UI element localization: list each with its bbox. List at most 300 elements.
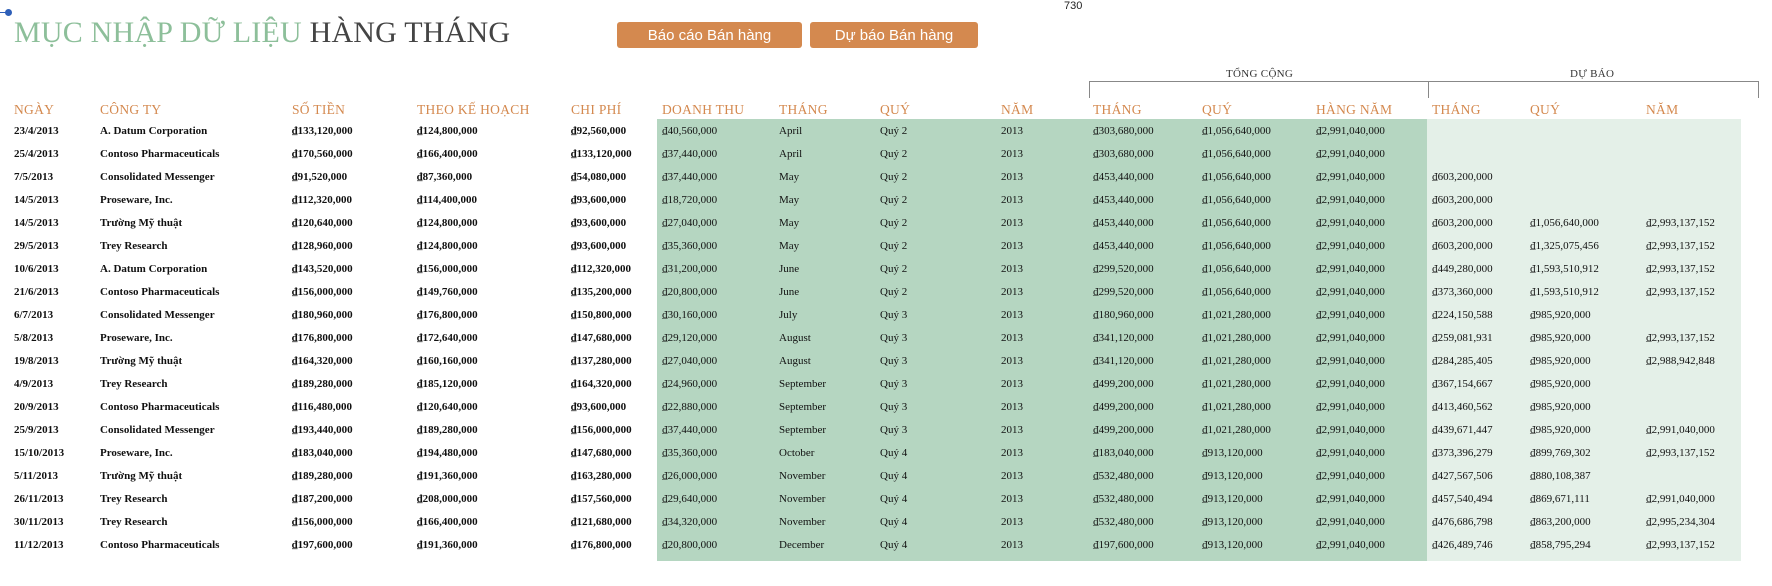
cell-total-quarter[interactable]: ₫913,120,000 — [1202, 470, 1263, 482]
table-row[interactable] — [0, 235, 1772, 258]
cell-total-quarter[interactable]: ₫913,120,000 — [1202, 516, 1263, 528]
cell-total-month[interactable]: ₫532,480,000 — [1093, 470, 1154, 482]
cell-total-quarter[interactable]: ₫913,120,000 — [1202, 493, 1263, 505]
cell-total-year[interactable]: ₫2,991,040,000 — [1316, 263, 1385, 275]
cell-year[interactable]: 2013 — [1001, 378, 1023, 390]
forecast-group-bracket — [1427, 81, 1759, 98]
cell-forecast-quarter[interactable]: ₫985,920,000 — [1530, 355, 1591, 367]
header-revenue: DOANH THU — [662, 102, 745, 117]
cell-forecast-month[interactable]: ₫284,285,405 — [1432, 355, 1493, 367]
cell-total-month[interactable]: ₫180,960,000 — [1093, 309, 1154, 321]
cell-total-month[interactable]: ₫183,040,000 — [1093, 447, 1154, 459]
cell-revenue[interactable]: ₫27,040,000 — [662, 217, 718, 229]
cell-company[interactable]: Contoso Pharmaceuticals — [100, 401, 220, 413]
cell-quarter[interactable]: Quý 3 — [880, 401, 908, 413]
cell-total-month[interactable]: ₫453,440,000 — [1093, 194, 1154, 206]
cell-total-quarter[interactable]: ₫1,056,640,000 — [1202, 171, 1271, 183]
cell-total-year[interactable]: ₫2,991,040,000 — [1316, 171, 1385, 183]
cell-date[interactable]: 5/8/2013 — [14, 332, 54, 344]
cell-forecast-month[interactable]: ₫259,081,931 — [1432, 332, 1493, 344]
cell-forecast-year[interactable]: ₫2,993,137,152 — [1646, 447, 1715, 459]
cell-total-year[interactable]: ₫2,991,040,000 — [1316, 309, 1385, 321]
cell-total-year[interactable]: ₫2,991,040,000 — [1316, 148, 1385, 160]
cell-amount[interactable]: ₫120,640,000 — [292, 217, 353, 229]
cell-revenue[interactable]: ₫18,720,000 — [662, 194, 718, 206]
cell-revenue[interactable]: ₫29,120,000 — [662, 332, 718, 344]
cell-revenue[interactable]: ₫30,160,000 — [662, 309, 718, 321]
cell-company[interactable]: A. Datum Corporation — [100, 125, 208, 137]
cell-date[interactable]: 19/8/2013 — [14, 355, 59, 367]
cell-cost[interactable]: ₫93,600,000 — [571, 240, 627, 252]
table-row[interactable] — [0, 327, 1772, 350]
cell-planned[interactable]: ₫191,360,000 — [417, 470, 478, 482]
cell-quarter[interactable]: Quý 4 — [880, 493, 908, 505]
table-row[interactable] — [0, 511, 1772, 534]
cell-date[interactable]: 20/9/2013 — [14, 401, 59, 413]
cell-quarter[interactable]: Quý 3 — [880, 424, 908, 436]
cell-forecast-month[interactable]: ₫457,540,494 — [1432, 493, 1493, 505]
cell-year[interactable]: 2013 — [1001, 539, 1023, 551]
cell-total-month[interactable]: ₫197,600,000 — [1093, 539, 1154, 551]
cell-forecast-month[interactable]: ₫603,200,000 — [1432, 194, 1493, 206]
cell-forecast-quarter[interactable]: ₫985,920,000 — [1530, 332, 1591, 344]
cell-date[interactable]: 29/5/2013 — [14, 240, 59, 252]
cell-month[interactable]: May — [779, 217, 800, 229]
cell-cost[interactable]: ₫93,600,000 — [571, 194, 627, 206]
cell-forecast-month[interactable]: ₫603,200,000 — [1432, 171, 1493, 183]
cell-total-month[interactable]: ₫299,520,000 — [1093, 263, 1154, 275]
cell-date[interactable]: 26/11/2013 — [14, 493, 64, 505]
cell-forecast-year[interactable]: ₫2,993,137,152 — [1646, 217, 1715, 229]
table-row[interactable] — [0, 120, 1772, 143]
header-date: NGÀY — [14, 102, 55, 117]
cell-month[interactable]: May — [779, 240, 800, 252]
cell-company[interactable]: Proseware, Inc. — [100, 332, 173, 344]
cell-date[interactable]: 14/5/2013 — [14, 217, 59, 229]
cell-quarter[interactable]: Quý 3 — [880, 378, 908, 390]
cell-year[interactable]: 2013 — [1001, 424, 1023, 436]
cell-planned[interactable]: ₫160,160,000 — [417, 355, 478, 367]
cell-year[interactable]: 2013 — [1001, 240, 1023, 252]
cell-forecast-month[interactable]: ₫367,154,667 — [1432, 378, 1493, 390]
cell-amount[interactable]: ₫156,000,000 — [292, 286, 353, 298]
cell-year[interactable]: 2013 — [1001, 194, 1023, 206]
cell-reference: 730 — [1064, 0, 1083, 12]
cell-month[interactable]: September — [779, 424, 827, 436]
cell-year[interactable]: 2013 — [1001, 263, 1023, 275]
cell-company[interactable]: Trường Mỹ thuật — [100, 217, 183, 229]
cell-total-quarter[interactable]: ₫1,021,280,000 — [1202, 378, 1271, 390]
cell-total-quarter[interactable]: ₫1,021,280,000 — [1202, 332, 1271, 344]
header-forecast-year: NĂM — [1646, 102, 1679, 117]
cell-cost[interactable]: ₫164,320,000 — [571, 378, 632, 390]
cell-year[interactable]: 2013 — [1001, 332, 1023, 344]
cell-company[interactable]: Trường Mỹ thuật — [100, 355, 183, 367]
cell-date[interactable]: 5/11/2013 — [14, 470, 59, 482]
cell-total-month[interactable]: ₫499,200,000 — [1093, 401, 1154, 413]
cell-company[interactable]: Trey Research — [100, 516, 168, 528]
cell-month[interactable]: May — [779, 171, 800, 183]
cell-date[interactable]: 30/11/2013 — [14, 516, 64, 528]
table-row[interactable] — [0, 258, 1772, 281]
cell-forecast-month[interactable]: ₫439,671,447 — [1432, 424, 1493, 436]
cell-total-month[interactable]: ₫341,120,000 — [1093, 355, 1154, 367]
cell-planned[interactable]: ₫120,640,000 — [417, 401, 478, 413]
cell-date[interactable]: 11/12/2013 — [14, 539, 64, 551]
cell-total-year[interactable]: ₫2,991,040,000 — [1316, 401, 1385, 413]
cell-total-quarter[interactable]: ₫913,120,000 — [1202, 447, 1263, 459]
cell-forecast-month[interactable]: ₫476,686,798 — [1432, 516, 1493, 528]
header-company: CÔNG TY — [100, 102, 162, 117]
cell-year[interactable]: 2013 — [1001, 309, 1023, 321]
cell-planned[interactable]: ₫208,000,000 — [417, 493, 478, 505]
cell-forecast-year[interactable]: ₫2,993,137,152 — [1646, 286, 1715, 298]
cell-forecast-quarter[interactable]: ₫985,920,000 — [1530, 401, 1591, 413]
cell-company[interactable]: Proseware, Inc. — [100, 447, 173, 459]
cell-company[interactable]: Proseware, Inc. — [100, 194, 173, 206]
cell-forecast-month[interactable]: ₫224,150,588 — [1432, 309, 1493, 321]
cell-forecast-month[interactable]: ₫413,460,562 — [1432, 401, 1493, 413]
cell-cost[interactable]: ₫176,800,000 — [571, 539, 632, 551]
cell-date[interactable]: 25/4/2013 — [14, 148, 59, 160]
cell-planned[interactable]: ₫156,000,000 — [417, 263, 478, 275]
cell-revenue[interactable]: ₫29,640,000 — [662, 493, 718, 505]
cell-amount[interactable]: ₫187,200,000 — [292, 493, 353, 505]
cell-quarter[interactable]: Quý 2 — [880, 148, 908, 160]
cell-forecast-quarter[interactable]: ₫1,593,510,912 — [1530, 263, 1599, 275]
table-row[interactable] — [0, 396, 1772, 419]
cell-planned[interactable]: ₫124,800,000 — [417, 217, 478, 229]
cell-date[interactable]: 4/9/2013 — [14, 378, 54, 390]
cell-quarter[interactable]: Quý 3 — [880, 309, 908, 321]
cell-total-quarter[interactable]: ₫1,021,280,000 — [1202, 355, 1271, 367]
cell-cost[interactable]: ₫147,680,000 — [571, 447, 632, 459]
cell-forecast-month[interactable]: ₫426,489,746 — [1432, 539, 1493, 551]
cell-total-year[interactable]: ₫2,991,040,000 — [1316, 424, 1385, 436]
cell-total-year[interactable]: ₫2,991,040,000 — [1316, 378, 1385, 390]
cell-revenue[interactable]: ₫34,320,000 — [662, 516, 718, 528]
cell-year[interactable]: 2013 — [1001, 447, 1023, 459]
cell-total-quarter[interactable]: ₫1,021,280,000 — [1202, 424, 1271, 436]
cell-cost[interactable]: ₫121,680,000 — [571, 516, 632, 528]
cell-revenue[interactable]: ₫31,200,000 — [662, 263, 718, 275]
cell-revenue[interactable]: ₫22,880,000 — [662, 401, 718, 413]
cell-total-month[interactable]: ₫453,440,000 — [1093, 171, 1154, 183]
cell-date[interactable]: 25/9/2013 — [14, 424, 59, 436]
table-row[interactable] — [0, 465, 1772, 488]
cell-month[interactable]: October — [779, 447, 815, 459]
cell-cost[interactable]: ₫137,280,000 — [571, 355, 632, 367]
cell-company[interactable]: Contoso Pharmaceuticals — [100, 148, 220, 160]
cell-year[interactable]: 2013 — [1001, 171, 1023, 183]
cell-total-year[interactable]: ₫2,991,040,000 — [1316, 125, 1385, 137]
cell-forecast-quarter[interactable]: ₫1,325,075,456 — [1530, 240, 1599, 252]
table-row[interactable] — [0, 304, 1772, 327]
sales-forecast-button[interactable]: Dự báo Bán hàng — [810, 22, 978, 48]
cell-month[interactable]: September — [779, 401, 827, 413]
selection-handle[interactable] — [0, 6, 16, 16]
cell-total-quarter[interactable]: ₫1,056,640,000 — [1202, 263, 1271, 275]
cell-forecast-month[interactable]: ₫449,280,000 — [1432, 263, 1493, 275]
cell-year[interactable]: 2013 — [1001, 516, 1023, 528]
cell-month[interactable]: November — [779, 470, 826, 482]
cell-forecast-year[interactable]: ₫2,991,040,000 — [1646, 493, 1715, 505]
cell-company[interactable]: Trường Mỹ thuật — [100, 470, 183, 482]
cell-cost[interactable]: ₫150,800,000 — [571, 309, 632, 321]
cell-total-year[interactable]: ₫2,991,040,000 — [1316, 332, 1385, 344]
cell-cost[interactable]: ₫54,080,000 — [571, 171, 627, 183]
cell-quarter[interactable]: Quý 4 — [880, 539, 908, 551]
cell-cost[interactable]: ₫133,120,000 — [571, 148, 632, 160]
cell-month[interactable]: July — [779, 309, 798, 321]
table-row[interactable] — [0, 534, 1772, 557]
table-row[interactable] — [0, 350, 1772, 373]
cell-forecast-year[interactable]: ₫2,993,137,152 — [1646, 332, 1715, 344]
cell-quarter[interactable]: Quý 2 — [880, 240, 908, 252]
cell-forecast-month[interactable]: ₫603,200,000 — [1432, 217, 1493, 229]
cell-revenue[interactable]: ₫24,960,000 — [662, 378, 718, 390]
cell-company[interactable]: Trey Research — [100, 378, 168, 390]
cell-forecast-month[interactable]: ₫603,200,000 — [1432, 240, 1493, 252]
cell-month[interactable]: December — [779, 539, 825, 551]
cell-amount[interactable]: ₫176,800,000 — [292, 332, 353, 344]
cell-total-quarter[interactable]: ₫1,021,280,000 — [1202, 309, 1271, 321]
cell-month[interactable]: May — [779, 194, 800, 206]
cell-revenue[interactable]: ₫35,360,000 — [662, 447, 718, 459]
cell-forecast-quarter[interactable]: ₫863,200,000 — [1530, 516, 1591, 528]
cell-date[interactable]: 6/7/2013 — [14, 309, 54, 321]
cell-company[interactable]: A. Datum Corporation — [100, 263, 208, 275]
cell-forecast-quarter[interactable]: ₫858,795,294 — [1530, 539, 1591, 551]
cell-planned[interactable]: ₫166,400,000 — [417, 148, 478, 160]
cell-month[interactable]: November — [779, 493, 826, 505]
cell-revenue[interactable]: ₫37,440,000 — [662, 171, 718, 183]
cell-revenue[interactable]: ₫37,440,000 — [662, 424, 718, 436]
table-row[interactable] — [0, 166, 1772, 189]
cell-quarter[interactable]: Quý 2 — [880, 286, 908, 298]
cell-company[interactable]: Contoso Pharmaceuticals — [100, 539, 220, 551]
cell-company[interactable]: Consolidated Messenger — [100, 309, 215, 321]
cell-total-year[interactable]: ₫2,991,040,000 — [1316, 217, 1385, 229]
cell-month[interactable]: April — [779, 148, 803, 160]
cell-month[interactable]: November — [779, 516, 826, 528]
cell-total-year[interactable]: ₫2,991,040,000 — [1316, 240, 1385, 252]
cell-total-month[interactable]: ₫453,440,000 — [1093, 240, 1154, 252]
table-row[interactable] — [0, 281, 1772, 304]
cell-year[interactable]: 2013 — [1001, 401, 1023, 413]
cell-revenue[interactable]: ₫37,440,000 — [662, 148, 718, 160]
cell-year[interactable]: 2013 — [1001, 217, 1023, 229]
cell-total-year[interactable]: ₫2,991,040,000 — [1316, 286, 1385, 298]
cell-planned[interactable]: ₫189,280,000 — [417, 424, 478, 436]
cell-forecast-quarter[interactable]: ₫985,920,000 — [1530, 424, 1591, 436]
cell-amount[interactable]: ₫189,280,000 — [292, 378, 353, 390]
cell-quarter[interactable]: Quý 2 — [880, 217, 908, 229]
cell-total-quarter[interactable]: ₫1,056,640,000 — [1202, 286, 1271, 298]
cell-planned[interactable]: ₫87,360,000 — [417, 171, 473, 183]
cell-forecast-month[interactable]: ₫373,396,279 — [1432, 447, 1493, 459]
cell-planned[interactable]: ₫185,120,000 — [417, 378, 478, 390]
cell-month[interactable]: June — [779, 263, 800, 275]
cell-total-quarter[interactable]: ₫1,056,640,000 — [1202, 217, 1271, 229]
cell-month[interactable]: April — [779, 125, 803, 137]
cell-company[interactable]: Trey Research — [100, 240, 168, 252]
cell-planned[interactable]: ₫166,400,000 — [417, 516, 478, 528]
cell-date[interactable]: 10/6/2013 — [14, 263, 59, 275]
cell-year[interactable]: 2013 — [1001, 286, 1023, 298]
cell-amount[interactable]: ₫116,480,000 — [292, 401, 353, 413]
cell-revenue[interactable]: ₫27,040,000 — [662, 355, 718, 367]
group-total-label: TỔNG CỘNG — [1226, 68, 1294, 80]
cell-total-year[interactable]: ₫2,991,040,000 — [1316, 470, 1385, 482]
cell-amount[interactable]: ₫170,560,000 — [292, 148, 353, 160]
cell-forecast-year[interactable]: ₫2,995,234,304 — [1646, 516, 1715, 528]
cell-total-quarter[interactable]: ₫1,056,640,000 — [1202, 125, 1271, 137]
cell-year[interactable]: 2013 — [1001, 355, 1023, 367]
cell-company[interactable]: Contoso Pharmaceuticals — [100, 286, 220, 298]
sales-report-button[interactable]: Báo cáo Bán hàng — [617, 22, 802, 48]
cell-total-year[interactable]: ₫2,991,040,000 — [1316, 539, 1385, 551]
cell-quarter[interactable]: Quý 2 — [880, 194, 908, 206]
cell-company[interactable]: Consolidated Messenger — [100, 171, 215, 183]
cell-cost[interactable]: ₫135,200,000 — [571, 286, 632, 298]
cell-forecast-quarter[interactable]: ₫1,056,640,000 — [1530, 217, 1599, 229]
table-row[interactable] — [0, 488, 1772, 511]
cell-total-month[interactable]: ₫303,680,000 — [1093, 125, 1154, 137]
cell-year[interactable]: 2013 — [1001, 470, 1023, 482]
cell-amount[interactable]: ₫197,600,000 — [292, 539, 353, 551]
cell-forecast-year[interactable]: ₫2,991,040,000 — [1646, 424, 1715, 436]
cell-cost[interactable]: ₫156,000,000 — [571, 424, 632, 436]
cell-date[interactable]: 21/6/2013 — [14, 286, 59, 298]
cell-planned[interactable]: ₫176,800,000 — [417, 309, 478, 321]
cell-total-month[interactable]: ₫499,200,000 — [1093, 378, 1154, 390]
table-row[interactable] — [0, 419, 1772, 442]
cell-total-year[interactable]: ₫2,991,040,000 — [1316, 516, 1385, 528]
cell-quarter[interactable]: Quý 2 — [880, 263, 908, 275]
cell-amount[interactable]: ₫193,440,000 — [292, 424, 353, 436]
cell-date[interactable]: 15/10/2013 — [14, 447, 65, 459]
cell-total-quarter[interactable]: ₫1,056,640,000 — [1202, 240, 1271, 252]
cell-amount[interactable]: ₫183,040,000 — [292, 447, 353, 459]
cell-cost[interactable]: ₫157,560,000 — [571, 493, 632, 505]
cell-amount[interactable]: ₫189,280,000 — [292, 470, 353, 482]
cell-cost[interactable]: ₫93,600,000 — [571, 217, 627, 229]
cell-year[interactable]: 2013 — [1001, 125, 1023, 137]
cell-revenue[interactable]: ₫26,000,000 — [662, 470, 718, 482]
cell-forecast-quarter[interactable]: ₫985,920,000 — [1530, 309, 1591, 321]
cell-cost[interactable]: ₫93,600,000 — [571, 401, 627, 413]
cell-total-month[interactable]: ₫532,480,000 — [1093, 516, 1154, 528]
cell-forecast-month[interactable]: ₫427,567,506 — [1432, 470, 1493, 482]
cell-quarter[interactable]: Quý 3 — [880, 332, 908, 344]
cell-total-quarter[interactable]: ₫913,120,000 — [1202, 539, 1263, 551]
cell-forecast-quarter[interactable]: ₫1,593,510,912 — [1530, 286, 1599, 298]
cell-quarter[interactable]: Quý 4 — [880, 516, 908, 528]
table-row[interactable] — [0, 373, 1772, 396]
cell-total-year[interactable]: ₫2,991,040,000 — [1316, 355, 1385, 367]
cell-amount[interactable]: ₫143,520,000 — [292, 263, 353, 275]
cell-total-month[interactable]: ₫299,520,000 — [1093, 286, 1154, 298]
cell-company[interactable]: Trey Research — [100, 493, 168, 505]
cell-quarter[interactable]: Quý 4 — [880, 470, 908, 482]
cell-amount[interactable]: ₫180,960,000 — [292, 309, 353, 321]
cell-amount[interactable]: ₫128,960,000 — [292, 240, 353, 252]
cell-total-month[interactable]: ₫532,480,000 — [1093, 493, 1154, 505]
cell-amount[interactable]: ₫156,000,000 — [292, 516, 353, 528]
cell-total-year[interactable]: ₫2,991,040,000 — [1316, 194, 1385, 206]
cell-date[interactable]: 14/5/2013 — [14, 194, 59, 206]
cell-quarter[interactable]: Quý 2 — [880, 171, 908, 183]
cell-planned[interactable]: ₫191,360,000 — [417, 539, 478, 551]
cell-revenue[interactable]: ₫20,800,000 — [662, 286, 718, 298]
cell-forecast-year[interactable]: ₫2,993,137,152 — [1646, 240, 1715, 252]
cell-forecast-quarter[interactable]: ₫869,671,111 — [1530, 493, 1590, 505]
cell-month[interactable]: June — [779, 286, 800, 298]
cell-revenue[interactable]: ₫40,560,000 — [662, 125, 718, 137]
cell-planned[interactable]: ₫114,400,000 — [417, 194, 478, 206]
table-row[interactable] — [0, 442, 1772, 465]
table-row[interactable] — [0, 189, 1772, 212]
cell-date[interactable]: 23/4/2013 — [14, 125, 59, 137]
cell-forecast-quarter[interactable]: ₫985,920,000 — [1530, 378, 1591, 390]
cell-total-month[interactable]: ₫453,440,000 — [1093, 217, 1154, 229]
cell-planned[interactable]: ₫124,800,000 — [417, 125, 478, 137]
cell-total-quarter[interactable]: ₫1,056,640,000 — [1202, 194, 1271, 206]
cell-amount[interactable]: ₫133,120,000 — [292, 125, 353, 137]
cell-amount[interactable]: ₫164,320,000 — [292, 355, 353, 367]
cell-revenue[interactable]: ₫35,360,000 — [662, 240, 718, 252]
cell-forecast-month[interactable]: ₫373,360,000 — [1432, 286, 1493, 298]
cell-quarter[interactable]: Quý 4 — [880, 447, 908, 459]
cell-month[interactable]: August — [779, 355, 811, 367]
cell-company[interactable]: Consolidated Messenger — [100, 424, 215, 436]
cell-year[interactable]: 2013 — [1001, 493, 1023, 505]
cell-quarter[interactable]: Quý 3 — [880, 355, 908, 367]
cell-planned[interactable]: ₫194,480,000 — [417, 447, 478, 459]
cell-cost[interactable]: ₫112,320,000 — [571, 263, 632, 275]
cell-month[interactable]: August — [779, 332, 811, 344]
cell-amount[interactable]: ₫91,520,000 — [292, 171, 348, 183]
cell-cost[interactable]: ₫147,680,000 — [571, 332, 632, 344]
cell-total-year[interactable]: ₫2,991,040,000 — [1316, 447, 1385, 459]
cell-planned[interactable]: ₫149,760,000 — [417, 286, 478, 298]
cell-forecast-year[interactable]: ₫2,988,942,848 — [1646, 355, 1715, 367]
cell-total-year[interactable]: ₫2,991,040,000 — [1316, 493, 1385, 505]
cell-total-quarter[interactable]: ₫1,021,280,000 — [1202, 401, 1271, 413]
cell-forecast-quarter[interactable]: ₫899,769,302 — [1530, 447, 1591, 459]
cell-cost[interactable]: ₫163,280,000 — [571, 470, 632, 482]
cell-total-month[interactable]: ₫499,200,000 — [1093, 424, 1154, 436]
cell-planned[interactable]: ₫172,640,000 — [417, 332, 478, 344]
table-row[interactable] — [0, 212, 1772, 235]
cell-total-month[interactable]: ₫303,680,000 — [1093, 148, 1154, 160]
cell-amount[interactable]: ₫112,320,000 — [292, 194, 353, 206]
cell-total-month[interactable]: ₫341,120,000 — [1093, 332, 1154, 344]
cell-revenue[interactable]: ₫20,800,000 — [662, 539, 718, 551]
cell-forecast-quarter[interactable]: ₫880,108,387 — [1530, 470, 1591, 482]
cell-year[interactable]: 2013 — [1001, 148, 1023, 160]
cell-planned[interactable]: ₫124,800,000 — [417, 240, 478, 252]
cell-month[interactable]: September — [779, 378, 827, 390]
cell-date[interactable]: 7/5/2013 — [14, 171, 54, 183]
cell-forecast-year[interactable]: ₫2,993,137,152 — [1646, 539, 1715, 551]
cell-forecast-year[interactable]: ₫2,993,137,152 — [1646, 263, 1715, 275]
cell-quarter[interactable]: Quý 2 — [880, 125, 908, 137]
cell-total-quarter[interactable]: ₫1,056,640,000 — [1202, 148, 1271, 160]
cell-cost[interactable]: ₫92,560,000 — [571, 125, 627, 137]
table-row[interactable] — [0, 143, 1772, 166]
